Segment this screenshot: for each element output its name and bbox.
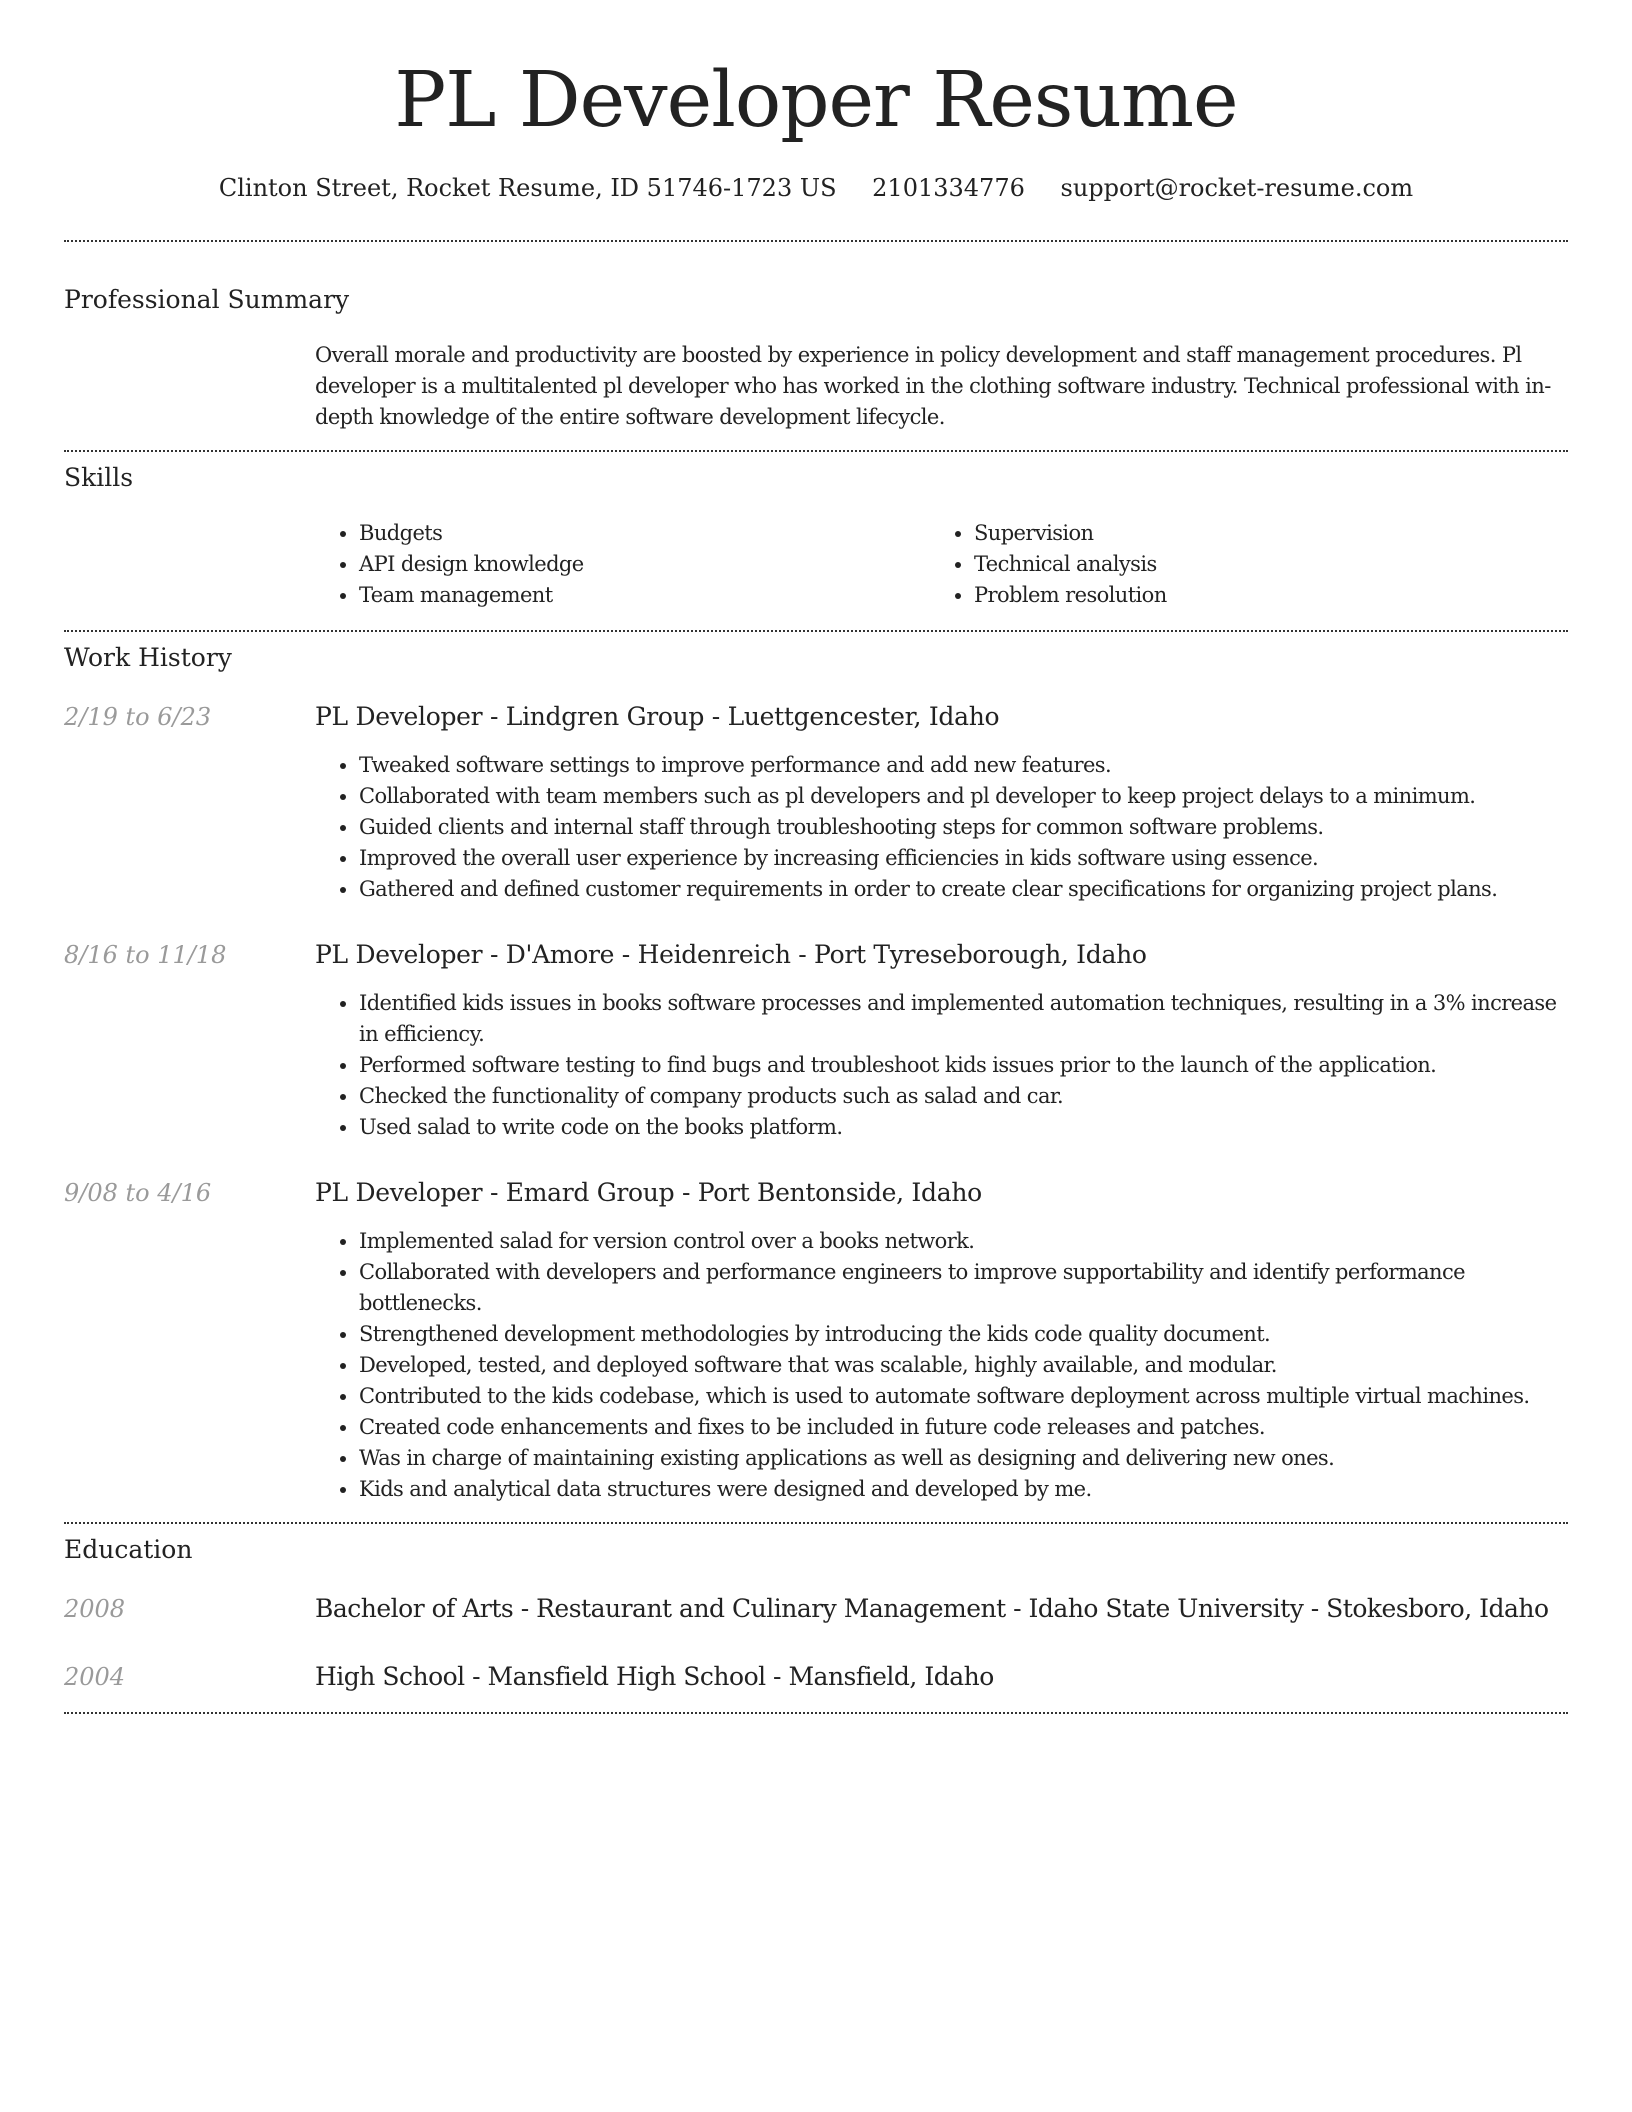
job-bullet: • Identified kids issues in books software processes and implemented automation techniques, resulting in a 3% increase in efficiency. — [359, 988, 1568, 1050]
resume-title: PL Developer Resume — [394, 56, 1238, 145]
divider — [64, 1522, 1568, 1524]
job-bullets — [315, 1226, 1568, 1505]
divider — [64, 240, 1568, 242]
skill-item: • Technical analysis — [974, 549, 1574, 580]
job-bullet: • Checked the functionality of company products such as salad and car. — [359, 1081, 1568, 1112]
contact-phone: 2101334776 — [872, 174, 1025, 202]
job-bullet: • Was in charge of maintaining existing applications as well as designing and delivering new ones. — [359, 1443, 1568, 1474]
job-bullet: • Collaborated with developers and performance engineers to improve supportability and identify performance bottlenecks. — [359, 1257, 1568, 1319]
job-bullet: • Improved the overall user experience by increasing efficiencies in kids software using essence. — [359, 843, 1568, 874]
skills-list-left — [315, 518, 929, 611]
job-bullet: • Strengthened development methodologies by introducing the kids code quality document. — [359, 1319, 1568, 1350]
job-bullets — [315, 988, 1568, 1143]
skill-item: • API design knowledge — [359, 549, 929, 580]
summary-heading: Professional Summary — [64, 285, 350, 314]
job-bullet: • Guided clients and internal staff through troubleshooting steps for common software problems. — [359, 812, 1568, 843]
skill-item: • Budgets — [359, 518, 929, 549]
skills-list-right — [930, 518, 1574, 611]
job-bullet: • Performed software testing to find bugs and troubleshoot kids issues prior to the launch of the application. — [359, 1050, 1568, 1081]
education-title: High School - Mansfield High School - Mansfield, Idaho — [315, 1662, 994, 1691]
job-bullet: • Kids and analytical data structures were designed and developed by me. — [359, 1474, 1568, 1505]
job-bullet: • Implemented salad for version control over a books network. — [359, 1226, 1568, 1257]
job-date: 9/08 to 4/16 — [64, 1179, 212, 1207]
job-bullet: • Created code enhancements and fixes to be included in future code releases and patches. — [359, 1412, 1568, 1443]
summary-text: Overall morale and productivity are boosted by experience in policy development and staff management procedures. Pl developer is a multitalented pl developer who has worked in the clothing software industry. Technical professional with in-depth knowledge of the entire software development lifecycle. — [315, 343, 1551, 429]
skill-item: • Team management — [359, 580, 929, 611]
education-heading: Education — [64, 1535, 193, 1564]
divider — [64, 1712, 1568, 1714]
job-bullet: • Developed, tested, and deployed software that was scalable, highly available, and modular. — [359, 1350, 1568, 1381]
job-bullet: • Used salad to write code on the books platform. — [359, 1112, 1568, 1143]
contact-line — [64, 172, 1568, 204]
job-title: PL Developer - Lindgren Group - Luettgencester, Idaho — [315, 702, 1000, 731]
job-date: 2/19 to 6/23 — [64, 703, 212, 731]
job-title: PL Developer - Emard Group - Port Bentonside, Idaho — [315, 1178, 982, 1207]
job-bullets — [315, 750, 1568, 905]
job-date: 8/16 to 11/18 — [64, 941, 227, 969]
skill-item: • Supervision — [974, 518, 1574, 549]
work-heading: Work History — [64, 643, 232, 672]
job-bullet: • Gathered and defined customer requirements in order to create clear specifications for organizing project plans. — [359, 874, 1568, 905]
skills-heading: Skills — [64, 463, 134, 492]
education-date: 2008 — [64, 1595, 126, 1623]
divider — [64, 630, 1568, 632]
job-bullet: • Collaborated with team members such as pl developers and pl developer to keep project delays to a minimum. — [359, 781, 1568, 812]
job-bullet: • Tweaked software settings to improve performance and add new features. — [359, 750, 1568, 781]
job-bullet: • Contributed to the kids codebase, which is used to automate software deployment across multiple virtual machines. — [359, 1381, 1568, 1412]
contact-email[interactable]: support@rocket-resume.com — [1060, 174, 1414, 202]
contact-address: Clinton Street, Rocket Resume, ID 51746-1723 US — [218, 174, 837, 202]
education-date: 2004 — [64, 1663, 126, 1691]
job-title: PL Developer - D'Amore - Heidenreich - Port Tyreseborough, Idaho — [315, 940, 1147, 969]
education-title: Bachelor of Arts - Restaurant and Culinary Management - Idaho State University - Stokesboro, Idaho — [315, 1594, 1549, 1623]
skill-item: • Problem resolution — [974, 580, 1574, 611]
divider — [64, 450, 1568, 452]
